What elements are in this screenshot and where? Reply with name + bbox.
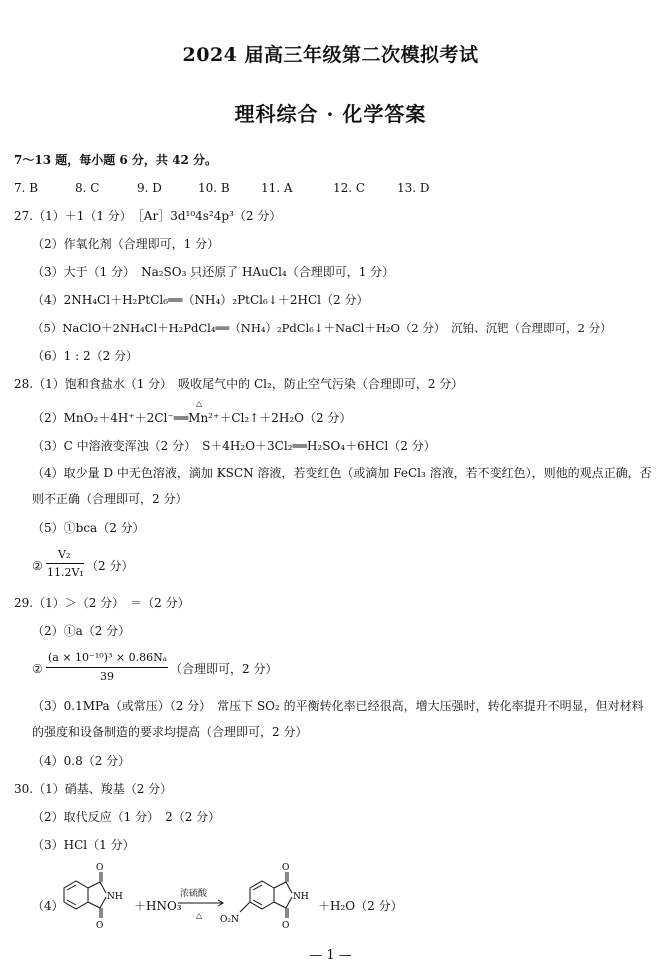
q29-part4: （4）0.8（2 分） [32, 754, 131, 768]
atom-label: O [282, 863, 290, 873]
q28-part5: （5）①bca（2 分） [32, 521, 145, 535]
arrow-condition-heat: △ [196, 911, 203, 920]
q28-part6-suffix: （2 分） [86, 559, 134, 573]
atom-label: O [96, 921, 104, 931]
q29-part2: （2）①a（2 分） [32, 624, 131, 638]
q27-part6: （6）1 : 2（2 分） [32, 349, 139, 363]
atom-label: NH [107, 892, 123, 902]
atom-label: O [96, 863, 104, 873]
q28-part1: 28.（1）饱和食盐水（1 分） 吸收尾气中的 Cl₂，防止空气污染（合理即可，2 分） [14, 377, 464, 391]
fraction-bar [46, 667, 168, 668]
fraction-numerator: V₂ [58, 548, 71, 561]
q29-part3: （3）0.1MPa（或常压）（2 分） 常压下 SO₂ 的平衡转化率已经很高，增大压强时，转化率提升不明显，但对材料的强度和设备制造的要求均提高（合理即可，2 分） [32, 699, 644, 739]
mc-answer-7: 7. B [14, 181, 39, 195]
reagent-hno3: ＋HNO₃ [134, 899, 182, 913]
q30-part3: （3）HCl（1 分） [32, 838, 135, 852]
q28-part2: （2）MnO₂＋4H⁺＋2Cl⁻══Mn²⁺＋Cl₂↑＋2H₂O（2 分） [32, 411, 352, 425]
phthalimide-structure [54, 862, 134, 942]
heat-condition: △ [196, 399, 203, 408]
fraction-bar [46, 563, 84, 564]
q30-part2: （2）取代反应（1 分） 2（2 分） [32, 810, 221, 824]
mc-answer-12: 12. C [333, 181, 366, 195]
q29-part1: 29.（1）＞（2 分） ＝（2 分） [14, 596, 190, 610]
product-water: ＋H₂O（2 分） [318, 899, 403, 913]
atom-label: O₂N [220, 915, 239, 925]
mc-intro: 7～13 题，每小题 6 分，共 42 分。 [14, 153, 217, 167]
q30-part4-prefix: （4） [32, 899, 64, 913]
atom-label: O [282, 921, 290, 931]
exam-subtitle: 理科综合 · 化学答案 [234, 102, 427, 126]
q30-part1: 30.（1）硝基、羧基（2 分） [14, 782, 173, 796]
q28-part4: （4）取少量 D 中无色溶液，滴加 KSCN 溶液，若变红色（或滴加 FeCl₃ 溶液，若不变红色），则他的观点正确，否则不正确（合理即可，2 分） [32, 466, 652, 506]
mc-answer-9: 9. D [137, 181, 162, 195]
page-number: — 1 — [309, 948, 352, 963]
fraction-numerator: (a × 10⁻¹⁰)³ × 0.86Nₐ [48, 651, 167, 664]
fraction-denominator: 11.2V₁ [47, 566, 84, 579]
q27-part4: （4）2NH₄Cl＋H₂PtCl₆══（NH₄）₂PtCl₆↓＋2HCl（2 分） [32, 293, 369, 307]
mc-answer-8: 8. C [75, 181, 100, 195]
q27-part5: （5）NaClO＋2NH₄Cl＋H₂PdCl₄══（NH₄）₂PdCl₆↓＋NaCl＋H₂O（2 分） 沉铂、沉钯（合理即可，2 分） [32, 321, 612, 335]
arrow-condition-acid: 浓硫酸 [180, 889, 208, 899]
nitrophthalimide-structure [220, 862, 320, 942]
q28-part6-prefix: ② [32, 559, 43, 573]
atom-label: NH [293, 892, 309, 902]
q29-part2b-prefix: ② [32, 662, 43, 676]
q29-part2b-suffix: （合理即可，2 分） [170, 662, 278, 676]
q27-part1: 27.（1）＋1（1 分） ［Ar］3d¹⁰4s²4p³（2 分） [14, 209, 282, 223]
exam-title: 2024 届高三年级第二次模拟考试 [182, 44, 479, 66]
q28-part3: （3）C 中溶液变浑浊（2 分） S＋4H₂O＋3Cl₂══H₂SO₄＋6HCl（2 分） [32, 439, 436, 453]
fraction-denominator: 39 [100, 670, 114, 683]
q27-part3: （3）大于（1 分） Na₂SO₃ 只还原了 HAuCl₄（合理即可，1 分） [32, 265, 395, 279]
q27-part2: （2）作氧化剂（合理即可，1 分） [32, 237, 220, 251]
mc-answer-13: 13. D [397, 181, 430, 195]
mc-answer-11: 11. A [261, 181, 293, 195]
mc-answer-10: 10. B [198, 181, 230, 195]
